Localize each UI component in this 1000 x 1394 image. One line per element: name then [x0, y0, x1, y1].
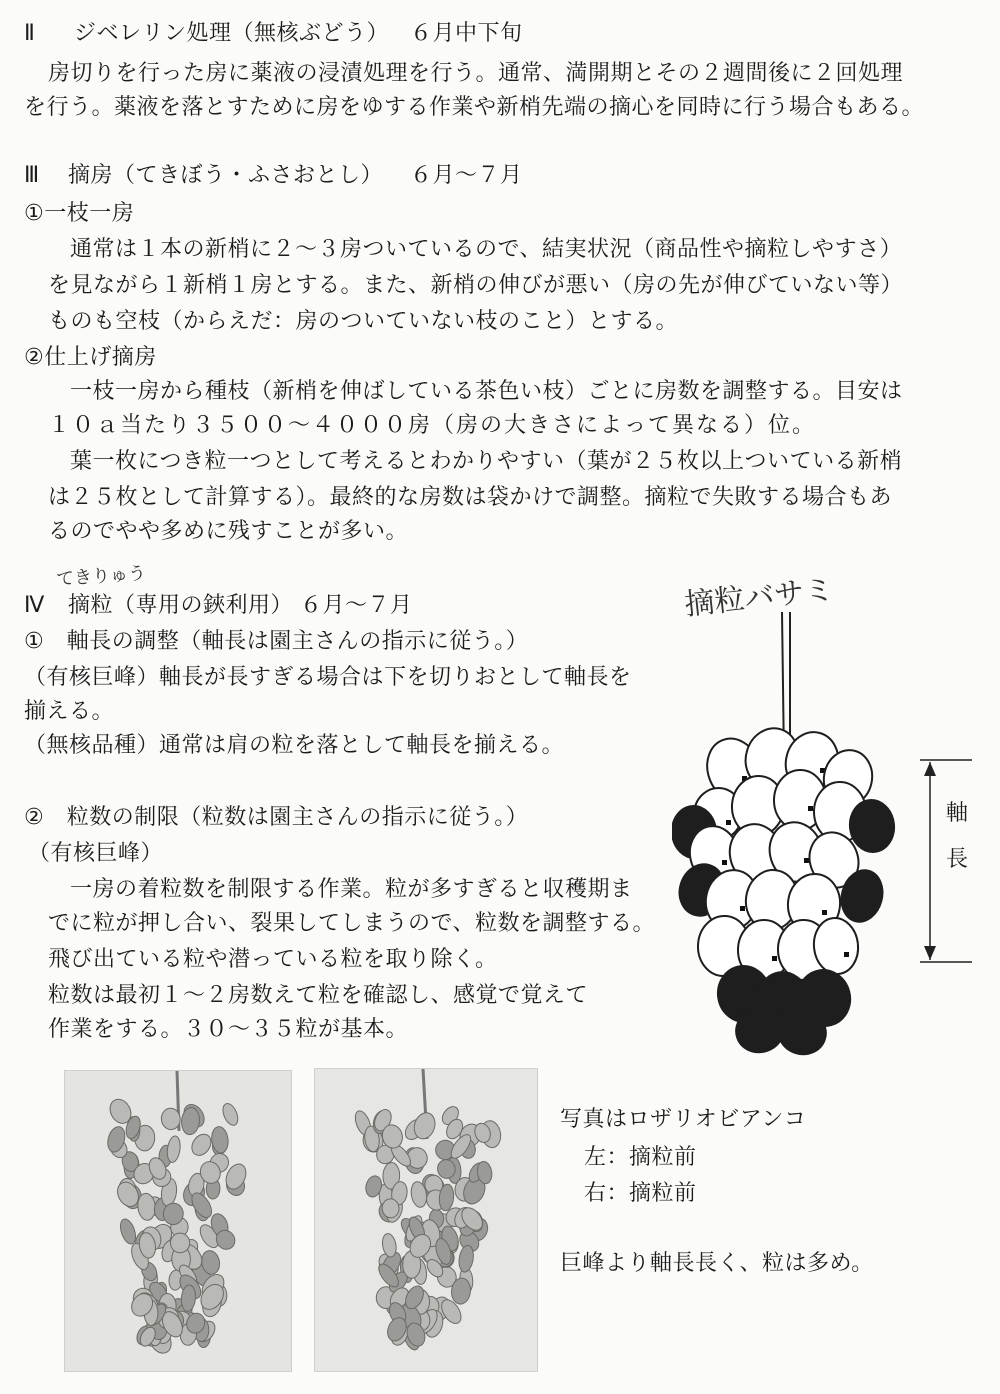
berry-mark: [740, 906, 745, 911]
sec3-sub2-title: ②仕上げ摘房: [24, 345, 157, 370]
berry-mark: [726, 820, 731, 825]
sec2-period: ６月中下旬: [410, 21, 523, 46]
axis-length-label-1: 軸: [946, 801, 969, 826]
berry-mark: [808, 806, 813, 811]
sec4-sub1-line-3: （無核品種）通常は肩の粒を落として軸長を揃える。: [24, 733, 565, 758]
sec3-sub2-line-5: るのでやや多めに残すことが多い。: [48, 519, 409, 544]
sec3-sub2-line-2: １０ａ当たり３５００～４０００房（房の大きさによって異なる）位。: [48, 413, 817, 438]
sec2-line-1: 房切りを行った房に薬液の浸漬処理を行う。通常、満開期とその２週間後に２回処理: [48, 61, 904, 86]
sec4-sub2-line-3: 飛び出ている粒や潜っている粒を取り除く。: [48, 947, 498, 972]
sec4-sub2-line-1: 一房の着粒数を制限する作業。粒が多すぎると収穫期ま: [70, 877, 633, 902]
scissors-handwritten-label: 摘粒バサミ: [682, 572, 836, 623]
grape-cluster-illustration: [672, 600, 972, 1060]
sec3-sub1-line-1: 通常は１本の新梢に２～３房ついているので、結実状況（商品性や摘粒しやすさ）: [70, 237, 903, 262]
berry-mark: [722, 860, 727, 865]
sec3-sub2-line-1: 一枝一房から種枝（新梢を伸ばしている茶色い枝）ごとに房数を調整する。目安は: [70, 379, 903, 404]
sec3-sub2-line-3: 葉一枚につき粒一つとして考えるとわかりやすい（葉が２５枚以上ついている新梢: [70, 449, 903, 474]
sec4-sub2-title: ② 粒数の制限（粒数は園主さんの指示に従う。）: [24, 805, 529, 830]
sec4-sub2-line-4: 粒数は最初１～２房数えて粒を確認し、感覚で覚えて: [48, 983, 589, 1008]
sec3-sub2-line-4: は２５枚として計算する）。最終的な房数は袋かけで調整。摘粒で失敗する場合もあ: [48, 485, 893, 510]
sec2-number: Ⅱ: [24, 21, 36, 46]
photo-left-label: 左：摘粒前: [584, 1145, 697, 1170]
sec3-sub1-line-2: を見ながら１新梢１房とする。また、新梢の伸びが悪い（房の先が伸びていない等）: [48, 273, 904, 298]
berry-mark: [844, 952, 849, 957]
sec4-sub2-variety: （有核巨峰）: [28, 841, 164, 866]
berry-mark: [772, 956, 777, 961]
sec4-sub1-line-1: （有核巨峰）軸長が長すぎる場合は下を切りおとして軸長を: [24, 665, 632, 690]
axis-length-label-2: 長: [946, 847, 969, 872]
sec4-sub2-line-2: でに粒が押し合い、裂果してしまうので、粒数を調整する。: [48, 911, 656, 936]
handwritten-note: てきりゅう: [55, 562, 147, 591]
sec4-sub2-line-5: 作業をする。３０～３５粒が基本。: [48, 1017, 409, 1042]
sec3-sub1-line-3: ものも空枝（からえだ：房のついていない枝のこと）とする。: [48, 309, 679, 334]
berry-mark: [822, 910, 827, 915]
photo-note: 巨峰より軸長長く、粒は多め。: [560, 1251, 874, 1276]
sec3-heading: 摘房（てきぼう・ふさおとし）: [68, 163, 384, 188]
sec3-number: Ⅲ: [24, 163, 40, 188]
sec3-sub1-title: ①一枝一房: [24, 201, 135, 226]
berry-mark: [804, 858, 809, 863]
sec4-heading: 摘粒（専用の鋏利用）: [68, 593, 294, 618]
sec2-heading: ジベレリン処理（無核ぶどう）: [74, 21, 390, 46]
sec4-sub1-title: ① 軸長の調整（軸長は園主さんの指示に従う。）: [24, 629, 529, 654]
photo-right-grape-cluster: [314, 1068, 538, 1372]
sec4-number: Ⅳ: [24, 593, 45, 618]
sec2-line-2: を行う。薬液を落とすために房をゆする作業や新梢先端の摘心を同時に行う場合もある。: [24, 95, 925, 120]
photo-right-label: 右：摘粒前: [584, 1181, 697, 1206]
sec4-period: ６月～７月: [300, 593, 413, 618]
sec3-period: ６月～７月: [410, 163, 523, 188]
photo-caption: 写真はロザリオビアンコ: [560, 1107, 807, 1132]
sec4-sub1-line-2: 揃える。: [24, 699, 115, 724]
photo-left-grape-cluster: [64, 1070, 292, 1372]
